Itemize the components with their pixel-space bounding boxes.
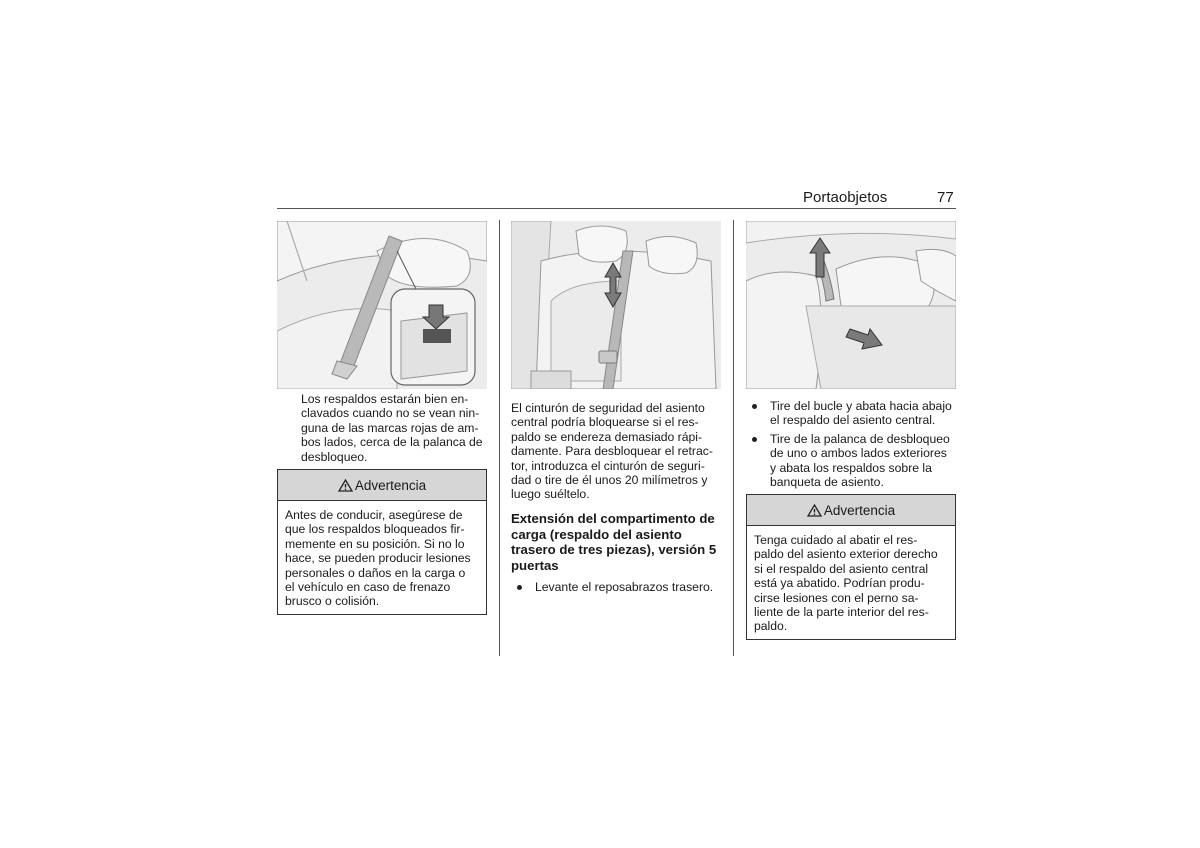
bullet-icon xyxy=(752,404,757,409)
col3-warning-body: Tenga cuidado al abatir el res- paldo del asiento exterior derecho si el respaldo del asiento central está ya abatido. Podrían produ- cirse lesiones con el perno sa- liente de la parte interior del res- paldo. xyxy=(754,533,938,634)
column-divider-1 xyxy=(499,220,500,656)
col1-warning-title: Advertencia xyxy=(354,477,427,493)
col2-heading: Extensión del compartimento de carga (respaldo del asiento trasero de tres piezas), versión 5 puertas xyxy=(511,511,717,573)
bullet-icon xyxy=(752,437,757,442)
col1-paragraph: Los respaldos estarán bien en- clavados cuando no se vean nin- guna de las marcas rojas de am- bos lados, cerca de la palanca de desbloqueo. xyxy=(301,392,483,464)
warning-triangle-icon xyxy=(807,504,822,517)
list-item: Levante el reposabrazos trasero. xyxy=(511,580,727,594)
col1-warning-body: Antes de conducir, asegúrese de que los respaldos bloqueados fir- memente en su posición. Si no lo hace, se pueden producir lesiones personales o daños en la carga o el vehículo en caso de frenazo brusco o colisión. xyxy=(285,508,471,609)
column-divider-2 xyxy=(733,220,734,656)
header-page-number: 77 xyxy=(937,189,954,206)
col3-warning-header xyxy=(747,495,955,526)
header-rule xyxy=(277,208,956,209)
list-item: Tire del bucle y abata hacia abajo el respaldo del asiento central. xyxy=(746,399,960,428)
col1-warning-box xyxy=(277,469,487,615)
col3-bullet-list xyxy=(746,399,960,489)
col1-warning-header xyxy=(278,470,486,501)
warning-triangle-icon xyxy=(338,479,353,492)
illustration-seatback-latch xyxy=(277,221,487,389)
header-section-title: Portaobjetos xyxy=(803,189,888,206)
illustration-fold-backrest xyxy=(746,221,956,389)
col2-bullet-list xyxy=(511,580,727,594)
illustration-center-seatbelt xyxy=(511,221,721,389)
bullet-icon xyxy=(517,585,522,590)
col3-warning-title: Advertencia xyxy=(823,502,896,518)
list-item: Tire de la palanca de desbloqueo de uno o ambos lados exteriores y abata los respaldos sobre la banqueta de asiento. xyxy=(746,432,960,490)
col2-paragraph: El cinturón de seguridad del asiento central podría bloquearse si el res- paldo se endereza demasiado rápi- damente. Para desbloquear el retrac- tor, introduzca el cinturón de seguri- dad o tire de él unos 20 milímetros y luego suéltelo. xyxy=(511,401,713,502)
col3-warning-box xyxy=(746,494,956,640)
